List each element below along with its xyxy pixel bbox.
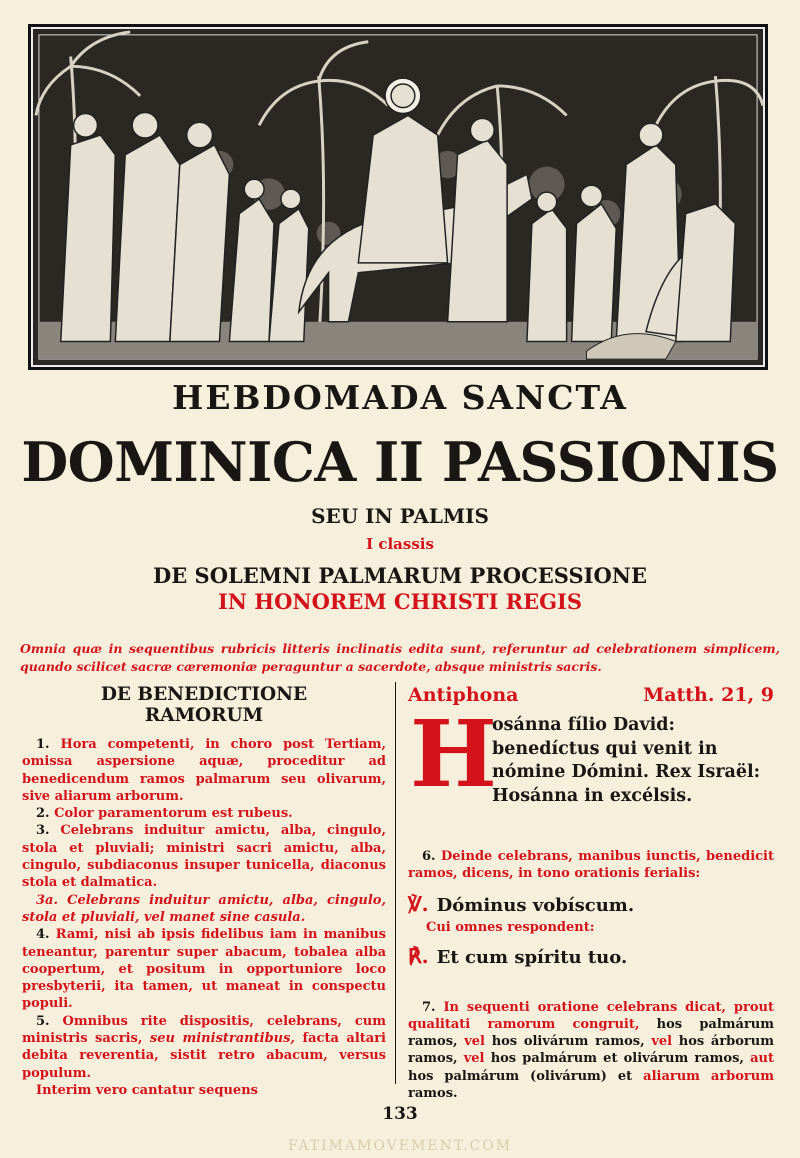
- paragraph-number: 5.: [36, 1013, 50, 1029]
- rubric-paragraph-4: [22, 926, 386, 1012]
- vel-word: vel: [651, 1034, 673, 1050]
- section-title: [22, 684, 386, 726]
- paragraph-text-italic: seu ministrantibus,: [149, 1031, 295, 1047]
- paragraph-text: Hora competenti, in choro post Tertiam, omissa aspersione aquæ, proceditur ad benedicendum ramos palmarum seu olivarum, sive aliarum arborum.: [22, 737, 386, 804]
- response-text: Et cum spíritu tuo.: [436, 946, 628, 968]
- watermark: FATIMAMOVEMENT.COM: [287, 1138, 513, 1154]
- right-column: [408, 684, 774, 1102]
- versicle-text: Dóminus vobíscum.: [436, 894, 635, 916]
- class-label: I classis: [366, 535, 434, 553]
- rubric-paragraph-interim: Interim vero cantatur sequens: [36, 1082, 258, 1098]
- palm-sunday-engraving: [28, 24, 768, 370]
- subheading-seu-in-palmis: SEU IN PALMIS: [311, 504, 489, 528]
- formula-text-red: aliarum arborum: [643, 1068, 774, 1084]
- aut-word: aut: [750, 1051, 775, 1067]
- engraving-image: [31, 27, 765, 367]
- formula-text: hos palmárum et olivárum ramos,: [490, 1051, 744, 1067]
- rubric-paragraph-1: [22, 736, 386, 805]
- formula-text: ramos.: [408, 1086, 458, 1102]
- formula-text: hos palmárum (olivárum) et: [408, 1068, 633, 1084]
- paragraph-text: Celebrans induitur amictu, alba, cingulo, stola et pluviali, vel manet sine casula.: [22, 892, 386, 925]
- introductory-rubric: Omnia quæ in sequentibus rubricis litteris inclinatis edita sunt, referuntur ad celebrationem simplicem, quando scilicet sacræ cæremoniæ peraguntur a sacerdote, absque ministris sacris.: [20, 640, 780, 674]
- paragraph-number: 2.: [36, 806, 50, 822]
- antiphon-text: osánna fílio David: benedíctus qui venit in nómine Dómini. Rex Israël: Hosánna in excélsis.: [492, 715, 761, 806]
- paragraph-text: facta altari debita reverentia, sistit retro abacum, versus populum.: [22, 1031, 386, 1081]
- left-column: [22, 684, 386, 1099]
- paragraph-text: Celebrans induitur amictu, alba, cingulo, stola et pluviali; ministri sacri amictu, alba, cingulo, subdiaconus insuper tunicella, diaconus stola et dalmatica.: [22, 823, 386, 891]
- paragraph-number: 7.: [422, 999, 436, 1015]
- vel-word: vel: [463, 1051, 485, 1067]
- heading-dominica: DOMINICA II PASSIONIS: [21, 430, 779, 494]
- versicle-symbol: ℣.: [408, 891, 429, 916]
- paragraph-text: Rami, nisi ab ipsis fidelibus iam in manibus teneantur, parentur super abacum, tobalea alba coopertum, et positum in opportuniore loco presbyterii, ita tamen, ut maneat in conspectu populi.: [22, 927, 386, 1012]
- column-divider: [395, 682, 396, 1084]
- section-title-line-1: DE BENEDICTIONE: [100, 684, 308, 705]
- rubric-paragraph-3a: [22, 892, 386, 927]
- paragraph-number: 3a.: [36, 892, 58, 908]
- response: [408, 943, 774, 971]
- scripture-reference: Matth. 21, 9: [643, 684, 774, 706]
- heading-procession: DE SOLEMNI PALMARUM PROCESSIONE: [153, 563, 647, 588]
- antiphon-label: Antiphona: [408, 684, 519, 706]
- paragraph-number: 4.: [36, 927, 50, 943]
- formula-text: hos olivárum ramos,: [491, 1034, 645, 1050]
- section-title-line-2: RAMORUM: [144, 705, 264, 726]
- paragraph-number: 6.: [422, 849, 436, 864]
- antiphon-text-block: [408, 700, 774, 834]
- vel-word: vel: [464, 1034, 485, 1050]
- heading-christ-the-king: IN HONOREM CHRISTI REGIS: [217, 589, 583, 614]
- paragraph-text: Omnibus rite dispositis, celebrans, cum ministris sacris,: [22, 1013, 387, 1047]
- formula-text: hos árborum ramos,: [408, 1034, 774, 1067]
- response-rubric: Cui omnes respondent:: [426, 919, 595, 935]
- rubric-paragraph-7: [408, 999, 774, 1103]
- formula-text: hos palmárum ramos,: [408, 1016, 775, 1050]
- paragraph-number: 1.: [36, 737, 50, 752]
- heading-hebdomada-sancta: HEBDOMADA SANCTA: [172, 378, 628, 417]
- drop-cap: H: [410, 700, 497, 808]
- paragraph-text: In sequenti oratione celebrans dicat, prout qualitati ramorum congruit,: [408, 999, 774, 1032]
- rubric-paragraph-2: [22, 805, 386, 822]
- paragraph-number: 3.: [36, 823, 50, 839]
- page-number: 133: [382, 1104, 418, 1124]
- versicle: [408, 891, 774, 919]
- rubric-paragraph-3: [22, 822, 386, 891]
- rubric-paragraph-5: [22, 1013, 386, 1082]
- response-symbol: ℟.: [408, 943, 429, 968]
- paragraph-text: Deinde celebrans, manibus iunctis, benedicit ramos, dicens, in tono orationis ferialis:: [408, 849, 775, 882]
- paragraph-text: Color paramentorum est rubeus.: [54, 806, 293, 822]
- rubric-paragraph-6: [408, 848, 774, 883]
